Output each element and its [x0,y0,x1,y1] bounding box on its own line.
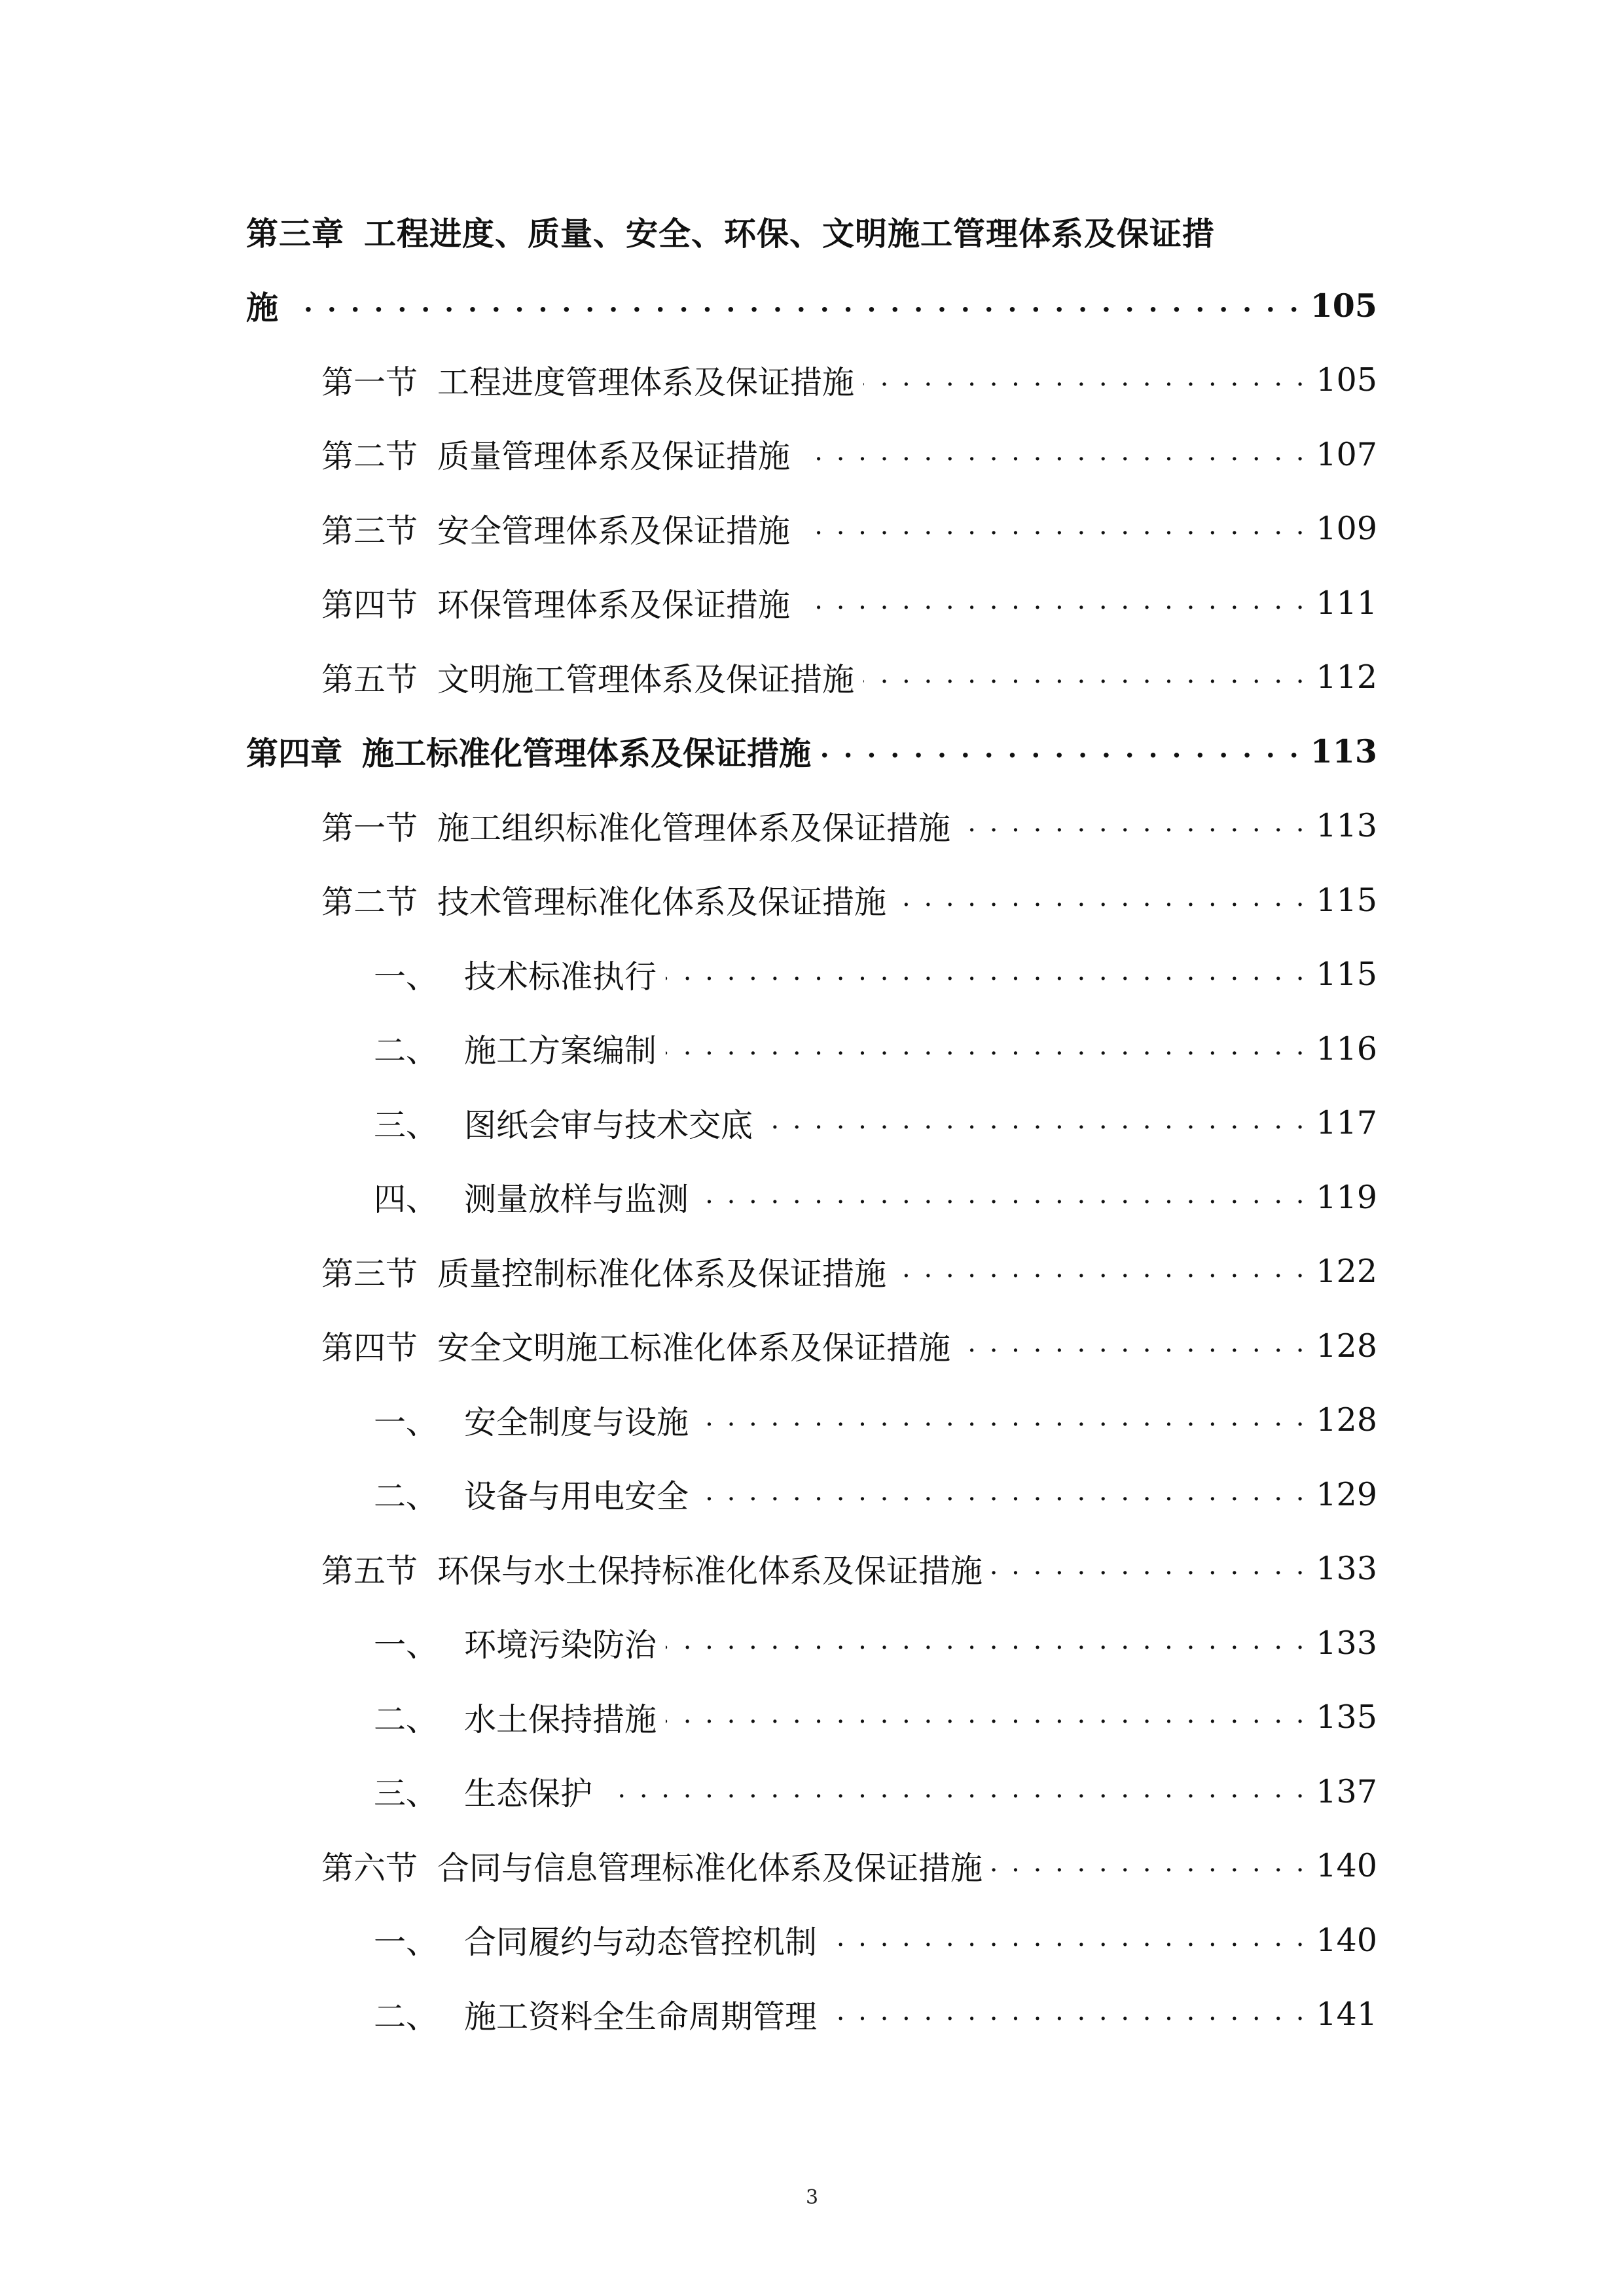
toc-dot-leader [666,1627,1307,1659]
toc-entry-number: 第四节 [321,1329,418,1367]
toc-dot-leader [863,364,1307,396]
toc-entry-title: 安全管理体系及保证措施 [437,512,791,550]
toc-dot-leader [960,810,1307,842]
toc-entry-label [374,1695,657,1740]
table-of-contents [246,194,1377,2052]
toc-entry-title: 施 [246,289,279,327]
toc-entry-title: 工程进度、质量、安全、环保、文明施工管理体系及保证措 [364,214,1216,253]
toc-entry-title: 施工标准化管理体系及保证措施 [362,734,812,773]
toc-entry-label [321,431,790,477]
toc-entry-title: 技术标准执行 [464,958,657,996]
page-number: 3 [805,2186,819,2209]
toc-entry-title: 工程进度管理体系及保证措施 [437,363,855,401]
toc-entry-title: 环保与水土保持标准化体系及保证措施 [437,1552,983,1590]
toc-entry-number: 第二节 [321,884,418,922]
toc-entry-label [374,952,657,997]
toc-entry-title: 质量控制标准化体系及保证措施 [437,1255,887,1293]
toc-entry-number: 第五节 [321,1552,418,1590]
toc-dot-leader [992,1552,1307,1585]
toc-entry[interactable] [246,1234,1377,1309]
toc-entry-page: 140 [1316,1921,1377,1959]
toc-entry-label [374,1768,592,1814]
toc-entry-page: 129 [1316,1475,1377,1513]
toc-dot-leader [666,1701,1307,1733]
toc-entry-page: 140 [1316,1847,1377,1885]
toc-entry-page: 119 [1316,1178,1377,1216]
toc-entry[interactable] [246,1680,1377,1755]
toc-dot-leader [992,1850,1307,1882]
toc-entry-title: 文明施工管理体系及保证措施 [437,660,855,698]
toc-entry-label [374,1917,817,1963]
toc-entry-number: 一、 [374,1403,439,1441]
toc-dot-leader [698,1404,1307,1436]
toc-entry[interactable] [246,1383,1377,1458]
toc-entry-page: 141 [1316,1996,1377,2034]
toc-entry[interactable] [246,1160,1377,1235]
toc-entry[interactable] [246,1309,1377,1384]
toc-entry-label [374,1026,657,1071]
toc-entry-number: 第三节 [321,512,418,550]
toc-entry-label [321,1249,886,1295]
toc-dot-leader [799,439,1307,471]
toc-entry-page: 105 [1316,361,1377,399]
toc-entry[interactable] [246,343,1377,418]
toc-entry-label [374,1992,817,2037]
toc-dot-leader [287,290,1301,322]
toc-entry-number: 第六节 [321,1849,418,1887]
toc-entry-page: 112 [1316,658,1377,696]
toc-entry-page: 122 [1316,1253,1377,1291]
toc-entry-title: 环保管理体系及保证措施 [437,586,791,624]
toc-entry-label [374,1471,689,1517]
toc-entry-title: 测量放样与监测 [464,1181,689,1219]
toc-entry-number: 四、 [374,1181,439,1219]
toc-entry-page: 107 [1316,435,1377,473]
toc-entry[interactable] [246,1012,1377,1086]
toc-entry-label [321,506,790,552]
toc-entry-title: 质量管理体系及保证措施 [437,438,791,476]
toc-entry[interactable] [246,1829,1377,1903]
toc-entry-label [321,803,950,849]
toc-entry-number: 第一节 [321,363,418,401]
toc-entry-label [321,877,886,923]
toc-entry-number: 第三章 [246,214,345,253]
toc-entry-label [246,283,278,329]
toc-entry-label [246,209,1215,255]
toc-dot-leader [895,1255,1307,1287]
toc-entry-label [374,1100,753,1146]
toc-entry[interactable] [246,492,1377,566]
toc-entry-page: 135 [1316,1698,1377,1736]
toc-entry-page: 115 [1316,956,1377,994]
toc-entry[interactable] [246,1606,1377,1681]
toc-entry-page: 113 [1310,732,1377,771]
toc-entry-title: 水土保持措施 [464,1700,657,1738]
toc-dot-leader [826,1924,1307,1956]
toc-entry-page: 109 [1316,510,1377,548]
toc-entry[interactable] [246,566,1377,641]
toc-dot-leader [820,736,1301,768]
toc-entry-page: 133 [1316,1624,1377,1662]
toc-entry-page: 116 [1316,1030,1377,1067]
toc-entry-title: 施工资料全生命周期管理 [464,1998,818,2036]
toc-entry-page: 128 [1316,1327,1377,1365]
toc-entry-title: 施工组织标准化管理体系及保证措施 [437,809,951,847]
toc-dot-leader [799,512,1307,545]
toc-entry-page: 128 [1316,1401,1377,1439]
toc-dot-leader [826,1998,1307,2030]
toc-dot-leader [895,884,1307,916]
toc-entry-number: 第五节 [321,660,418,698]
toc-dot-leader [960,1330,1307,1362]
toc-entry-number: 一、 [374,1626,439,1664]
toc-entry[interactable] [246,269,1377,344]
toc-entry-page: 113 [1316,807,1377,845]
toc-entry-number: 三、 [374,1106,439,1144]
toc-entry-number: 第四节 [321,586,418,624]
toc-dot-leader [863,661,1307,693]
toc-entry[interactable] [246,1903,1377,1978]
toc-entry-number: 二、 [374,1032,439,1070]
toc-entry-title: 施工方案编制 [464,1032,657,1070]
toc-entry-page: 117 [1316,1104,1377,1142]
toc-entry-number: 一、 [374,958,439,996]
toc-entry-title: 生态保护 [464,1775,593,1813]
toc-entry-number: 第三节 [321,1255,418,1293]
toc-entry-number: 二、 [374,1700,439,1738]
toc-entry[interactable] [246,1086,1377,1160]
toc-entry[interactable] [246,863,1377,938]
toc-entry[interactable] [246,1977,1377,2052]
toc-entry[interactable] [246,789,1377,863]
toc-entry[interactable] [246,1532,1377,1606]
toc-entry[interactable] [246,715,1377,789]
toc-entry-label [246,728,811,774]
toc-entry-page: 111 [1316,584,1377,622]
toc-entry-label [321,655,854,700]
toc-entry[interactable] [246,1755,1377,1829]
toc-entry-label [374,1397,689,1443]
toc-entry[interactable] [246,418,1377,492]
toc-dot-leader [762,1107,1307,1139]
toc-entry-number: 第四章 [246,734,343,773]
toc-entry-label [321,357,854,403]
toc-entry-title: 图纸会审与技术交底 [464,1106,753,1144]
toc-entry-label [321,580,790,626]
toc-entry-label [321,1843,983,1889]
toc-dot-leader [602,1776,1307,1808]
toc-entry-number: 三、 [374,1775,439,1813]
toc-entry-label [374,1620,657,1666]
toc-entry-title: 技术管理标准化体系及保证措施 [437,884,887,922]
toc-dot-leader [799,587,1307,619]
toc-entry-page: 133 [1316,1550,1377,1588]
toc-entry-title: 合同履约与动态管控机制 [464,1924,818,1962]
toc-entry[interactable] [246,937,1377,1012]
toc-entry-title: 安全文明施工标准化体系及保证措施 [437,1329,951,1367]
toc-entry-label [321,1546,983,1592]
toc-entry-title: 安全制度与设施 [464,1403,689,1441]
toc-entry-number: 二、 [374,1998,439,2036]
toc-dot-leader [666,1033,1307,1065]
toc-dot-leader [698,1479,1307,1511]
toc-entry-title: 合同与信息管理标准化体系及保证措施 [437,1849,983,1887]
toc-entry-number: 第一节 [321,809,418,847]
toc-entry-label [374,1174,689,1220]
toc-entry-number: 第二节 [321,438,418,476]
toc-entry-page: 137 [1316,1772,1377,1810]
toc-entry-page: 115 [1316,881,1377,919]
toc-entry[interactable] [246,640,1377,715]
toc-entry-title: 设备与用电安全 [464,1478,689,1516]
toc-dot-leader [666,958,1307,990]
toc-entry-title: 环境污染防治 [464,1626,657,1664]
toc-entry-number: 二、 [374,1478,439,1516]
toc-entry-page: 105 [1310,287,1377,325]
toc-entry[interactable] [246,194,1377,269]
toc-entry-label [321,1323,950,1369]
toc-dot-leader [698,1181,1307,1213]
toc-entry-number: 一、 [374,1924,439,1962]
toc-entry[interactable] [246,1458,1377,1532]
